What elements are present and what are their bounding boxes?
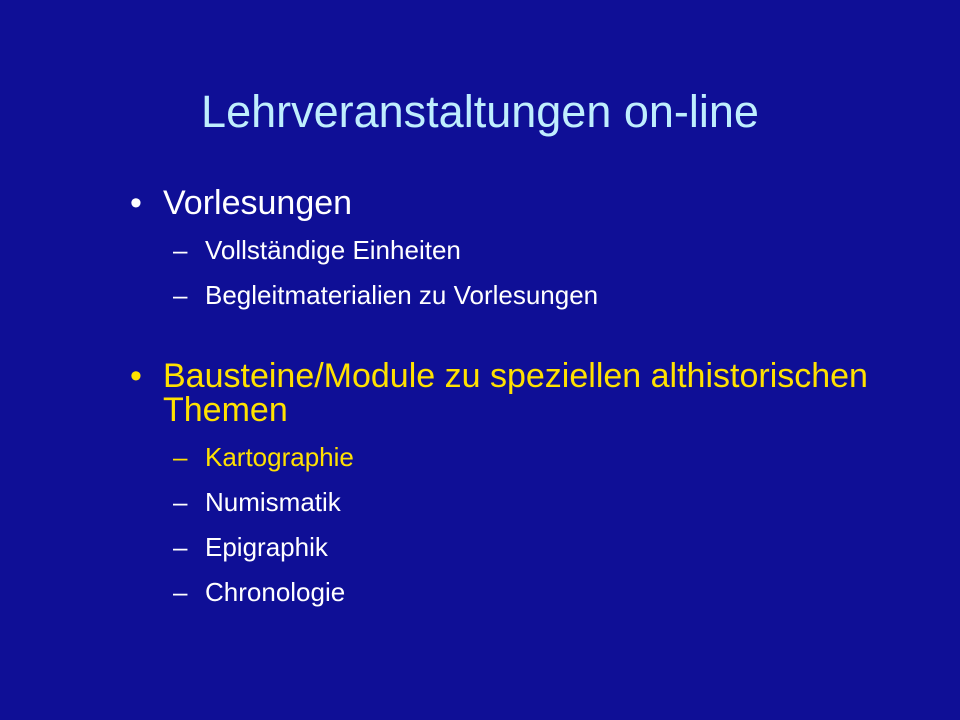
- bullet-dot-icon: •: [130, 184, 142, 222]
- sub-item-text: Begleitmaterialien zu Vorlesungen: [205, 280, 599, 310]
- dash-icon: –: [173, 577, 188, 607]
- sub-item-text: Epigraphik: [205, 532, 328, 562]
- bullet-item-bausteine: [130, 359, 910, 608]
- sub-item: [173, 234, 910, 266]
- sub-list: [163, 234, 910, 311]
- sub-item-text: Vollständige Einheiten: [205, 235, 461, 265]
- bullet-dot-icon: •: [130, 357, 142, 395]
- dash-icon: –: [173, 235, 188, 265]
- sub-item-highlighted: [173, 441, 910, 473]
- dash-icon: –: [173, 487, 188, 517]
- dash-icon: –: [173, 280, 188, 310]
- sub-item: [173, 279, 910, 311]
- slide-title: Lehrveranstaltungen on-line: [201, 86, 759, 137]
- bullet-text: Bausteine/Module zu speziellen althistorischen Themen: [163, 357, 868, 429]
- sub-list: [163, 441, 910, 608]
- dash-icon: –: [173, 442, 188, 472]
- sub-item: [173, 486, 910, 518]
- sub-item-text: Numismatik: [205, 487, 341, 517]
- sub-item-text: Chronologie: [205, 577, 346, 607]
- bullet-list: [130, 186, 910, 608]
- sub-item: [173, 576, 910, 608]
- sub-item: [173, 531, 910, 563]
- sub-item-text: Kartographie: [205, 442, 354, 472]
- dash-icon: –: [173, 532, 188, 562]
- bullet-text: Vorlesungen: [163, 184, 353, 222]
- bullet-item-vorlesungen: [130, 186, 910, 311]
